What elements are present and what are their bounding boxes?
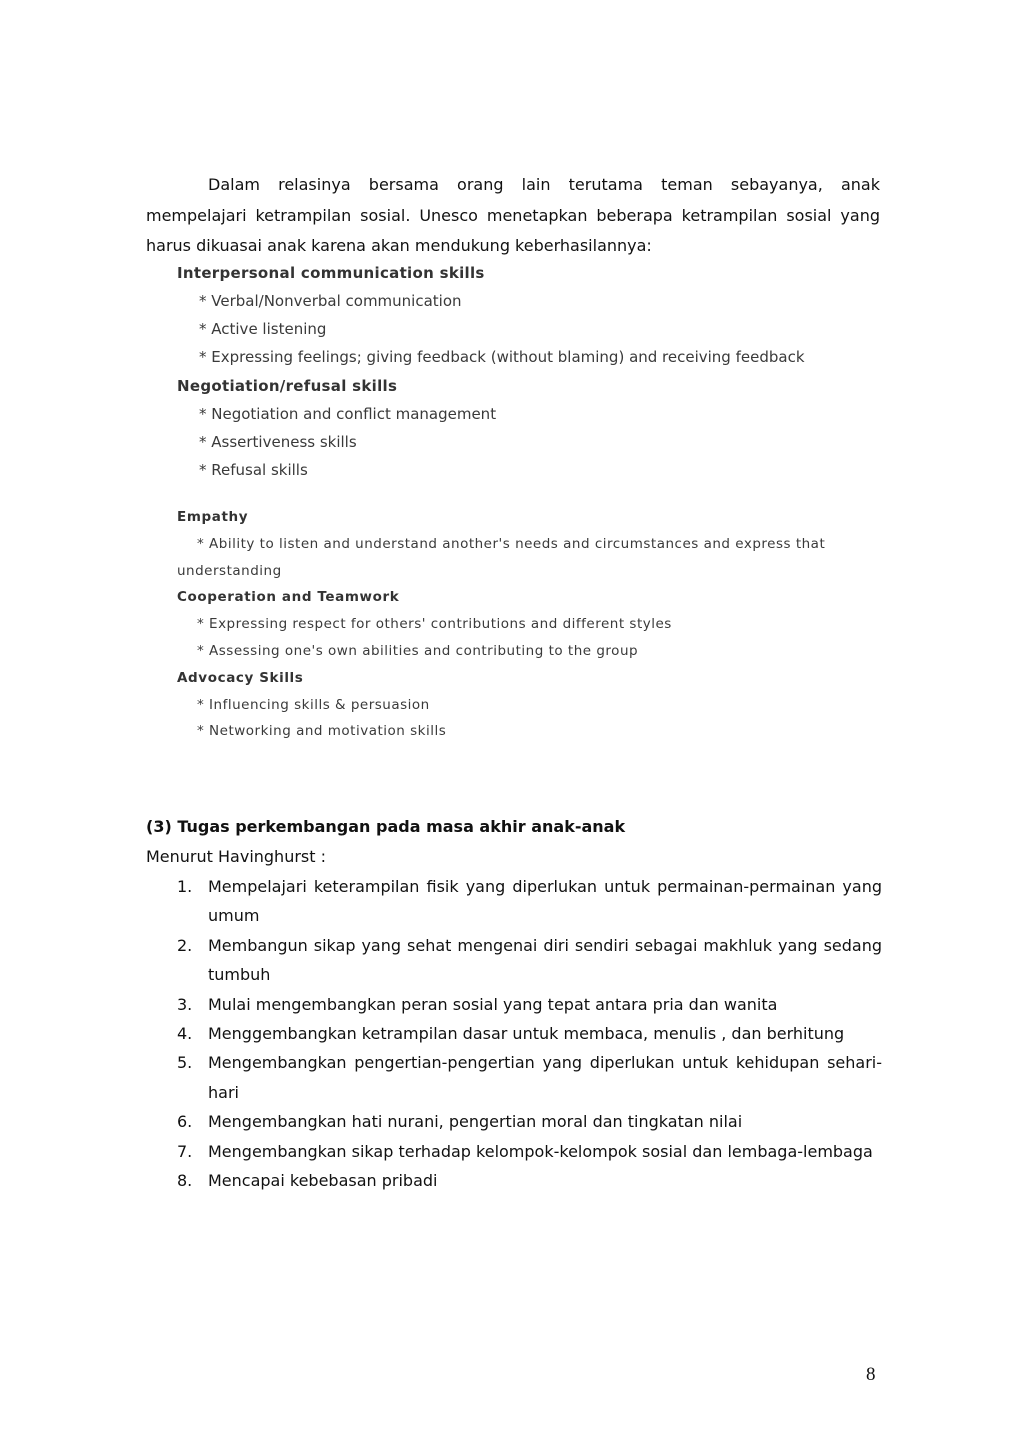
list-item [146, 1107, 882, 1136]
skills-group-primary [177, 259, 877, 484]
list-number: 6. [177, 1112, 193, 1132]
list-item: * Expressing feelings; giving feedback (without blaming) and receiving feedback [199, 348, 805, 367]
list-number: 3. [177, 994, 193, 1014]
list-item [146, 1048, 882, 1107]
heading-cooperation: Cooperation and Teamwork [177, 589, 400, 606]
heading-advocacy: Advocacy Skills [177, 669, 304, 686]
skills-group-secondary [177, 504, 877, 745]
section-lead: Menurut Havinghurst : [146, 847, 326, 866]
developmental-tasks-section [146, 812, 882, 1195]
list-item: * Ability to listen and understand another's needs and circumstances and express that [197, 536, 826, 553]
list-item-continuation: understanding [177, 562, 282, 579]
list-text: Mengembangkan hati nurani, pengertian moral dan tingkatan nilai [208, 1112, 743, 1132]
heading-interpersonal: Interpersonal communication skills [177, 264, 485, 282]
list-item: * Active listening [199, 320, 327, 339]
page-number: 8 [866, 1364, 876, 1385]
list-item [146, 931, 882, 990]
list-text: Mempelajari keterampilan fisik yang diperlukan untuk permainan-permainan yang umum [208, 877, 882, 926]
list-item: * Expressing respect for others' contributions and different styles [197, 616, 672, 633]
list-text: Mengembangkan sikap terhadap kelompok-kelompok sosial dan lembaga-lembaga [208, 1141, 873, 1161]
list-item: * Verbal/Nonverbal communication [199, 292, 462, 310]
list-item [146, 1166, 882, 1195]
list-item [146, 1019, 882, 1048]
list-item [146, 872, 882, 931]
heading-negotiation: Negotiation/refusal skills [177, 376, 398, 395]
list-text: Mengembangkan pengertian-pengertian yang diperlukan untuk kehidupan sehari-hari [208, 1053, 882, 1102]
intro-paragraph: Dalam relasinya bersama orang lain terutama teman sebayanya, anak mempelajari ketrampilan sosial. Unesco menetapkan beberapa ketrampilan sosial yang harus dikuasai anak karena akan mendukung keberhasilannya: [146, 175, 880, 255]
list-item: * Assertiveness skills [199, 432, 357, 451]
skills-list [177, 259, 877, 745]
heading-empathy: Empathy [177, 509, 249, 526]
list-item [146, 1137, 882, 1166]
list-text: Menggembangkan ketrampilan dasar untuk membaca, menulis , dan berhitung [208, 1024, 845, 1044]
list-number: 8. [177, 1171, 193, 1191]
list-item: * Negotiation and conflict management [199, 404, 497, 423]
list-number: 4. [177, 1024, 193, 1044]
list-number: 1. [177, 877, 193, 896]
list-text: Membangun sikap yang sehat mengenai diri sendiri sebagai makhluk yang sedang tumbuh [208, 935, 882, 985]
list-item [146, 990, 882, 1019]
list-number: 7. [177, 1141, 193, 1161]
list-text: Mencapai kebebasan pribadi [208, 1171, 438, 1191]
list-item: * Networking and motivation skills [197, 723, 447, 740]
list-item: * Influencing skills & persuasion [197, 696, 430, 713]
section-title: (3) Tugas perkembangan pada masa akhir anak-anak [146, 817, 626, 836]
list-number: 5. [177, 1053, 193, 1073]
list-number: 2. [177, 935, 193, 955]
numbered-list [146, 872, 882, 1195]
list-item: * Refusal skills [199, 460, 308, 479]
list-text: Mulai mengembangkan peran sosial yang tepat antara pria dan wanita [208, 994, 778, 1014]
list-item: * Assessing one's own abilities and contributing to the group [197, 642, 639, 659]
